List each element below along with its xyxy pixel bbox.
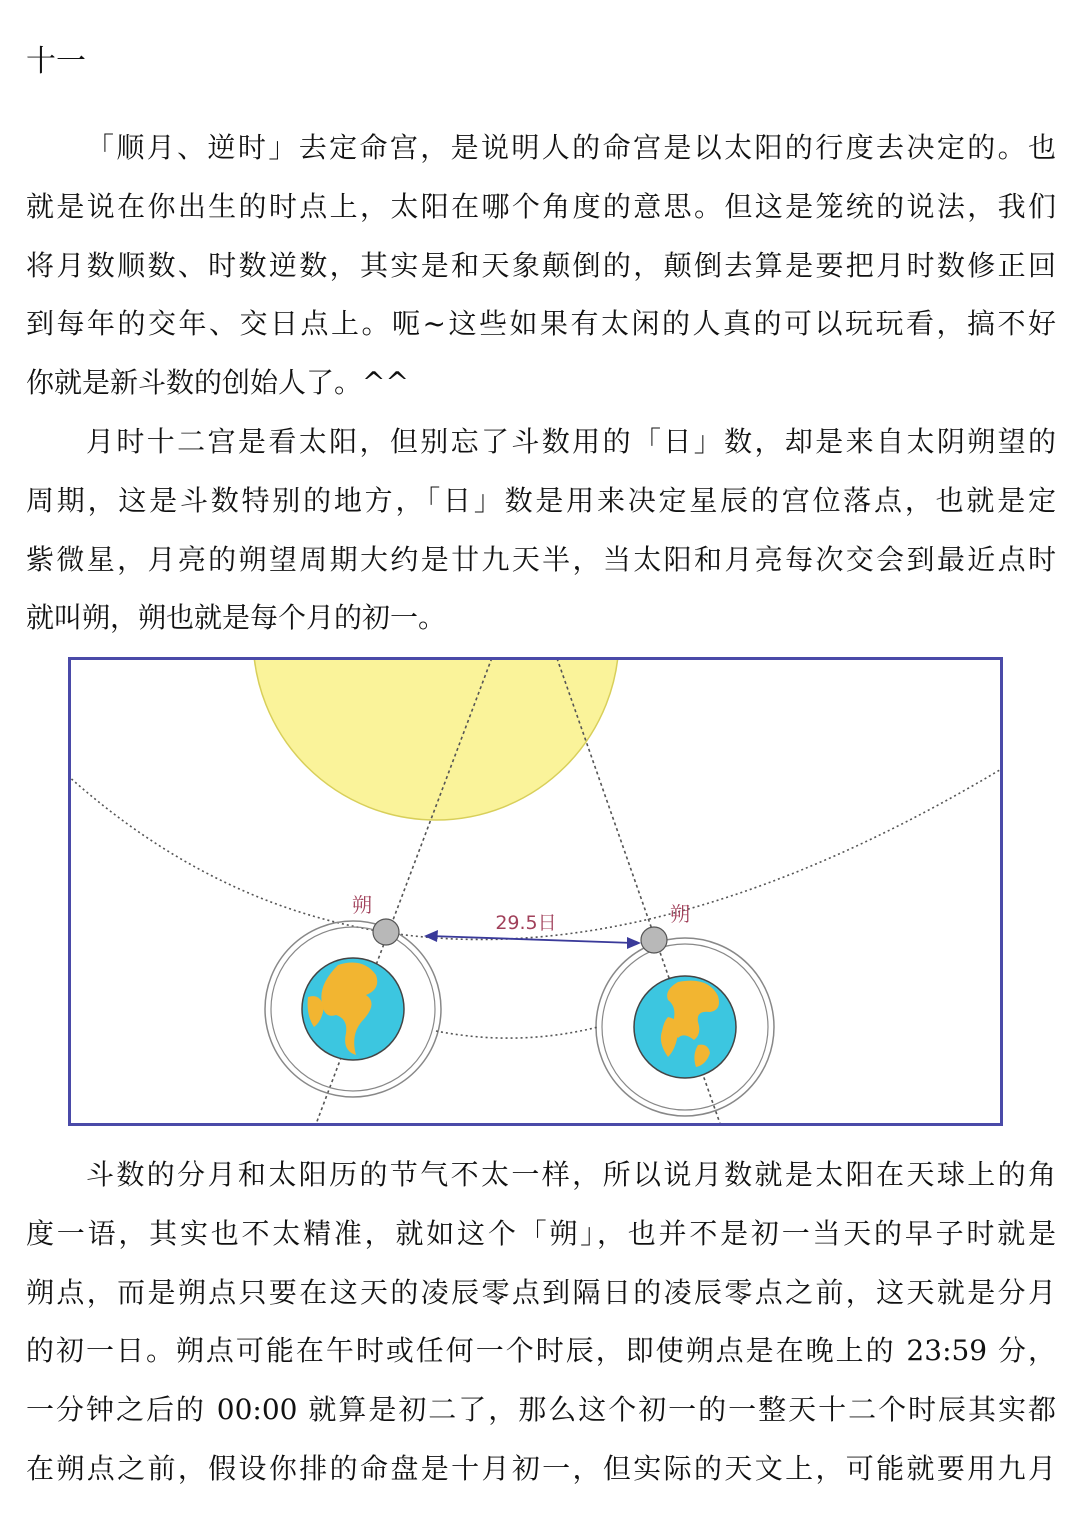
text-line: 将月数顺数、时数逆数，其实是和天象颠倒的，颠倒去算是要把月时数修正回 (26, 248, 1056, 282)
new-moon-label-left: 朔 (352, 893, 372, 917)
text-line: 月时十二宫是看太阳，但别忘了斗数用的「日」数，却是来自太阴朔望的 (86, 425, 1056, 458)
paragraph-2 (26, 413, 1056, 648)
text-line: 「顺月、逆时」去定命宫，是说明人的命宫是以太阳的行度去决定的。也 (86, 131, 1056, 164)
text-line: 在朔点之前，假设你排的命盘是十月初一，但实际的天文上，可能就要用九月 (26, 1451, 1056, 1485)
text-line: 到每年的交年、交日点上。呃~这些如果有太闲的人真的可以玩玩看，搞不好 (26, 307, 1056, 341)
inner-orbit-arc (436, 1027, 598, 1038)
section-title: 十一 (26, 44, 86, 79)
text-line: 一分钟之后的 00:00 就算是初二了，那么这个初一的一整天十二个时辰其实都 (26, 1393, 1056, 1427)
new-moon-label-right: 朔 (670, 902, 690, 926)
moon-right (641, 927, 667, 953)
text-line: 朔点，而是朔点只要在这天的凌辰零点到隔日的凌辰零点之前，这天就是分月 (26, 1275, 1056, 1309)
lunar-cycle-diagram (68, 657, 1003, 1126)
left-earth-system (265, 919, 441, 1097)
sun-shape (253, 657, 619, 820)
moon-left (373, 919, 399, 945)
paragraph-1 (26, 119, 1056, 413)
text-line: 你就是新斗数的创始人了。^^ (26, 366, 409, 400)
paragraph-3 (26, 1146, 1056, 1499)
text-line: 的初一日。朔点可能在午时或任何一个时辰，即使朔点是在晚上的 23:59 分， (26, 1334, 1056, 1368)
right-earth-system (596, 927, 774, 1116)
text-line: 度一语，其实也不太精准，就如这个「朔」，也并不是初一当天的早子时就是 (26, 1216, 1056, 1250)
interval-label: 29.5日 (495, 912, 557, 934)
text-line: 就叫朔，朔也就是每个月的初一。 (26, 601, 447, 635)
text-line: 就是说在你出生的时点上，太阳在哪个角度的意思。但这是笼统的说法，我们 (26, 189, 1056, 223)
text-line: 紫微星，月亮的朔望周期大约是廿九天半，当太阳和月亮每次交会到最近点时 (26, 542, 1056, 576)
text-line: 周期，这是斗数特别的地方，「日」数是用来决定星辰的宫位落点，也就是定 (26, 483, 1056, 517)
text-line: 斗数的分月和太阳历的节气不太一样，所以说月数就是太阳在天球上的角 (86, 1158, 1056, 1191)
